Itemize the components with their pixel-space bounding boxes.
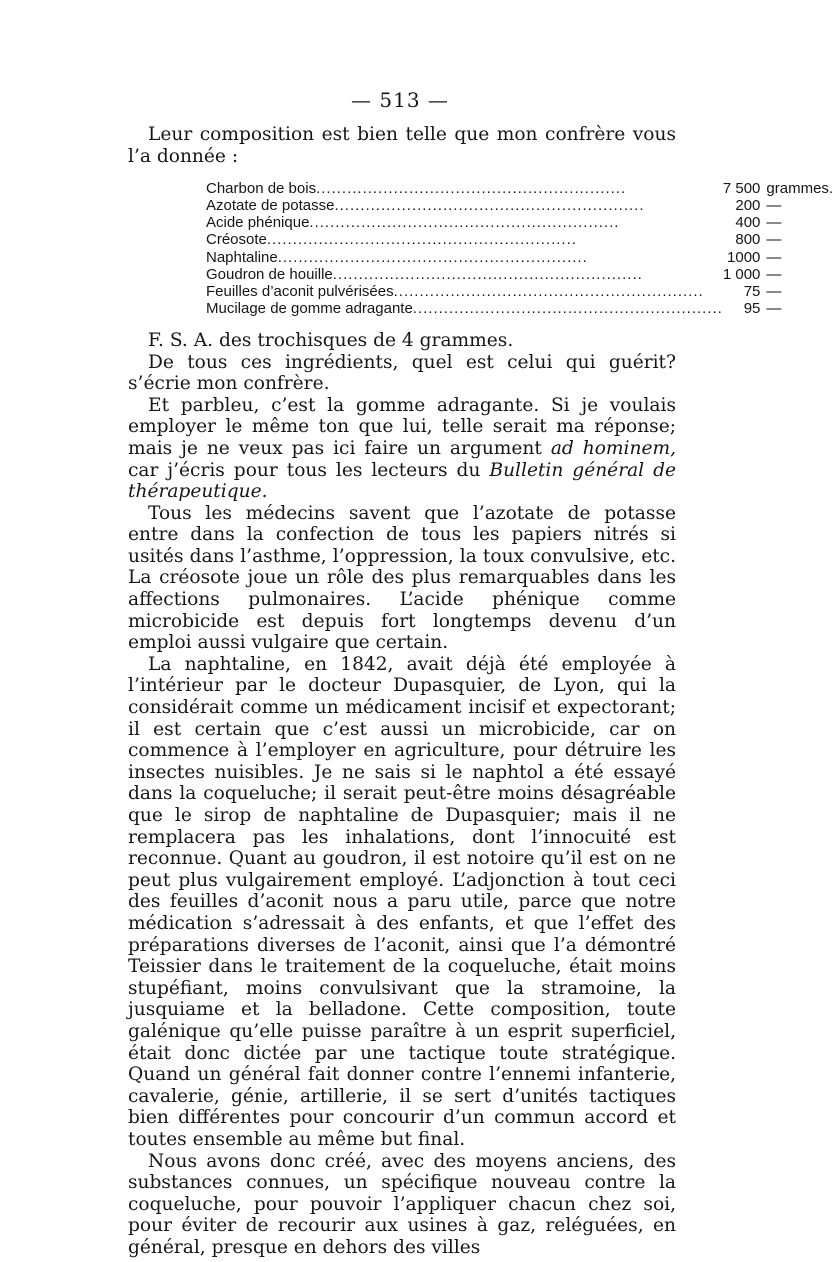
recipe-row (206, 197, 833, 214)
ingredient-label: Mucilage de gomme adragante (206, 299, 413, 317)
leader-dots: ............................................................ (266, 231, 577, 249)
ingredient-name (206, 283, 723, 300)
page-number: — 513 — (351, 88, 449, 112)
ingredient-unit: — (766, 197, 782, 215)
leader-dots: ............................................................ (393, 282, 704, 300)
ingredient-label: Charbon de bois (206, 180, 317, 198)
ingredient-label: Feuilles d’aconit pulvérisées (206, 282, 394, 300)
ingredient-label: Azotate de potasse (206, 197, 335, 215)
ingredient-name (206, 249, 723, 266)
leader-dots: ............................................................ (412, 299, 723, 317)
ingredient-quantity: 75 (743, 282, 761, 300)
recipe-row (206, 283, 833, 300)
recipe-row (206, 249, 833, 266)
ingredient-unit: — (766, 299, 782, 317)
ingredient-unit: grammes. (766, 180, 833, 198)
body-text (128, 124, 833, 1258)
recipe-table (206, 180, 833, 317)
paragraph-5: Nous avons donc créé, avec des moyens anciens, des substances connues, un spécifique nouveau contre la coqueluche, pour pouvoir l’appliquer chacun chez soi, pour éviter de recourir aux usines à gaz, reléguées, en général, presque en dehors des villes (128, 1150, 676, 1258)
ingredient-name (206, 231, 723, 248)
ingredient-quantity: 800 (735, 231, 761, 249)
ingredient-label: Naphtaline (206, 248, 278, 266)
ingredient-quantity: 200 (735, 197, 761, 215)
recipe-row (206, 231, 833, 248)
ingredient-quantity: 7 500 (722, 180, 761, 198)
paragraph-2 (128, 395, 676, 503)
ingredient-quantity: 1 000 (722, 265, 761, 283)
ingredient-name (206, 214, 723, 231)
ingredient-name (206, 180, 723, 197)
leader-dots: ............................................................ (334, 197, 645, 215)
paragraph-2-italic-b: Bulletin général de thérapeutique. (128, 459, 676, 503)
ingredient-unit: — (766, 231, 782, 249)
recipe-row (206, 180, 833, 197)
intro-paragraph: Leur composition est bien telle que mon confrère vous l’a donnée : (128, 124, 676, 167)
ingredient-unit: — (766, 214, 782, 232)
paragraph-1: De tous ces ingrédients, quel est celui qui guérit? s’écrie mon confrère. (128, 351, 676, 395)
ingredient-unit: — (766, 248, 782, 266)
ingredient-name (206, 300, 723, 317)
ingredient-unit: — (766, 282, 782, 300)
ingredient-quantity: 95 (743, 299, 761, 317)
ingredient-name (206, 197, 723, 214)
ingredient-quantity: 1000 (727, 248, 761, 266)
paragraph-2-italic-a: ad hominem, (550, 437, 676, 459)
ingredient-label: Créosote (206, 231, 267, 249)
leader-dots: ............................................................ (316, 180, 627, 198)
paragraph-2-text-b: car j’écris pour tous les lecteurs du (128, 459, 490, 481)
ingredient-unit: — (766, 265, 782, 283)
paragraph-2-text-a: Et parbleu, c’est la gomme adragante. Si je voulais employer le même ton que lui, telle serait ma réponse; mais je ne veux pas ici faire un argument (128, 394, 676, 459)
leader-dots: ............................................................ (277, 248, 588, 266)
paragraph-4: La naphtaline, en 1842, avait déjà été employée à l’intérieur par le docteur Dupasquier, de Lyon, qui la considérait comme un médicament incisif et expectorant; il est certain que c’est aussi un microbicide, car on commence à l’employer en agriculture, pour détruire les insectes nuisibles. Je ne sais si le naphtol a été essayé dans la coqueluche; il serait peut-être moins désagréable que le sirop de naphtaline de Dupasquier; mais il ne remplacera pas les inhalations, dont l’innocuité est reconnue. Quant au goudron, il est notoire qu’il est on ne peut plus vulgairement employé. L’adjonction à tout ceci des feuilles d’aconit nous a paru utile, parce que notre médication s’adressait à des enfants, et que l’effet des préparations diverses de l’aconit, ainsi que l’a démontré Teissier dans le traitement de la coqueluche, était moins stupéfiant, moins convulsivant que la stramoine, la jusquiame et la belladone. Cette composition, toute galénique qu’elle puisse paraître à un esprit superficiel, était donc dictée par une tactique toute stratégique. Quand un général fait donner contre l’ennemi infanterie, cavalerie, génie, artillerie, il se sert d’unités tactiques bien différentes pour concourir d’un commun accord et toutes ensemble au même but final. (128, 653, 676, 1150)
ingredient-quantity: 400 (735, 214, 761, 232)
recipe-row (206, 266, 833, 283)
leader-dots: ............................................................ (332, 265, 643, 283)
ingredient-name (206, 266, 723, 283)
recipe-row (206, 214, 833, 231)
leader-dots: ............................................................ (309, 214, 620, 232)
ingredient-label: Acide phénique (206, 214, 310, 232)
formula-line: F. S. A. des trochisques de 4 grammes. (148, 329, 514, 351)
ingredient-label: Goudron de houille (206, 265, 333, 283)
recipe-row (206, 300, 833, 317)
paragraph-3: Tous les médecins savent que l’azotate de potasse entre dans la confection de tous les papiers nitrés si usités dans l’asthme, l’oppression, la toux convulsive, etc. La créosote joue un rôle des plus remarquables dans les affections pulmonaires. L’acide phénique comme microbicide est depuis fort longtemps devenu d’un emploi aussi vulgaire que certain. (128, 502, 676, 654)
